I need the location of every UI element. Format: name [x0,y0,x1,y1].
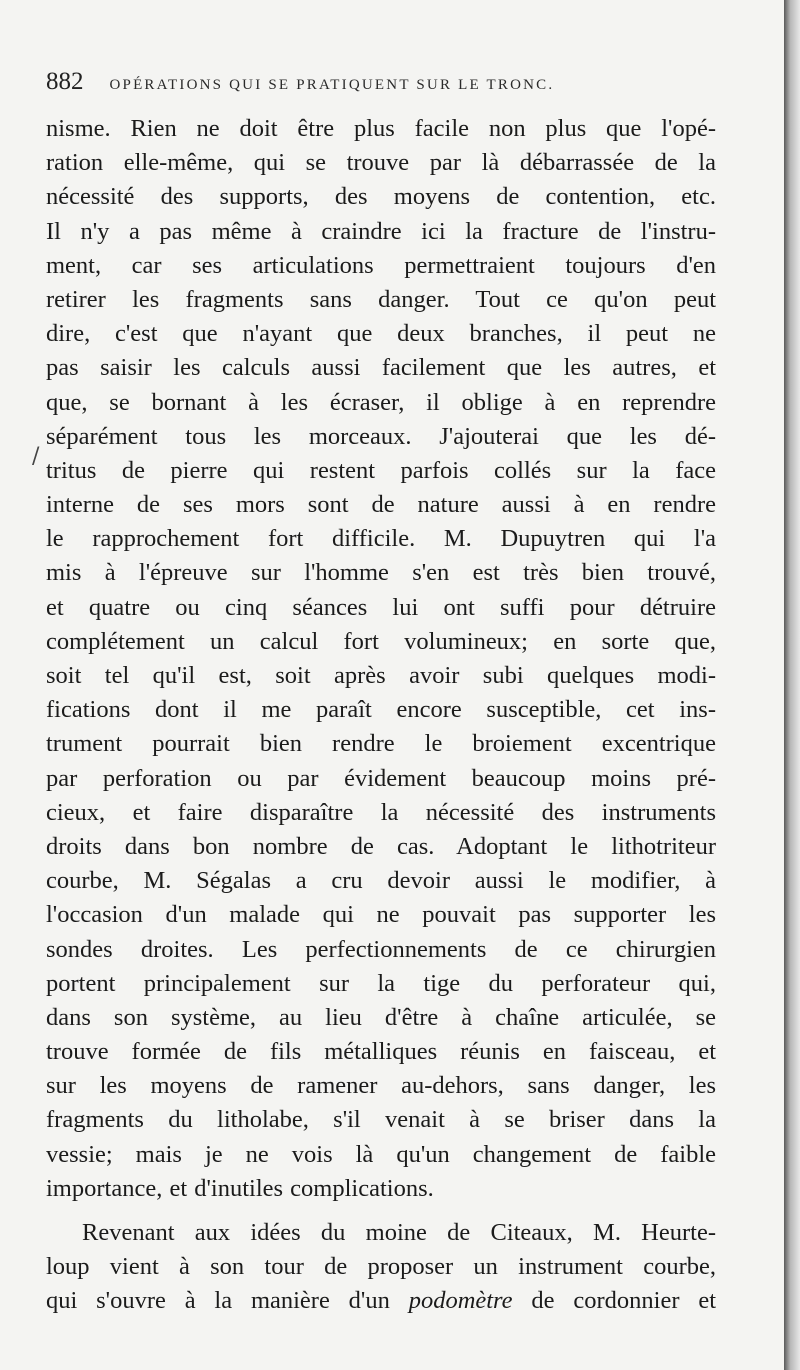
text-line: Il n'y a pas même à craindre ici la fracture de l'instru- [46,217,716,245]
text-line: complétement un calcul fort volumineux; en sorte que, [46,627,716,655]
page-edge-shadow [784,0,800,1370]
text-line: vessie; mais je ne vois là qu'un changement de faible [46,1140,716,1168]
text-line: sur les moyens de ramener au-dehors, sans danger, les [46,1072,716,1100]
text-line: par perforation ou par évidement beaucoup moins pré- [46,764,716,792]
text-run: de cordonnier et [512,1287,717,1315]
text-line: Revenant aux idées du moine de Citeaux, M. Heurte- [82,1219,716,1246]
text-line: pas saisir les calculs aussi facilement que les autres, et [46,354,716,382]
text-line: cieux, et faire disparaître la nécessité des instruments [46,798,716,826]
text-line: portent principalement sur la tige du perforateur qui, [46,969,716,997]
paragraph-2 [46,1216,716,1319]
paragraph-gap [46,1206,716,1216]
text-line: fragments du litholabe, s'il venait à se briser dans la [46,1106,716,1134]
text-line: que, se bornant à les écraser, il oblige à en reprendre [46,388,716,416]
text-line: séparément tous les morceaux. J'ajouterai que les dé- [46,422,716,450]
text-line: nécessité des supports, des moyens de contention, etc. [46,183,716,211]
text-line: soit tel qu'il est, soit après avoir subi quelques modi- [46,662,716,689]
text-line: fications dont il me paraît encore susceptible, cet ins- [46,696,716,724]
text-line: sondes droites. Les perfectionnements de ce chirurgien [46,935,716,963]
text-line: dans son système, au lieu d'être à chaîne articulée, se [46,1003,716,1031]
text-line: le rapprochement fort difficile. M. Dupuytren qui l'a [46,525,716,553]
paragraph-1 [46,112,716,1206]
text-line: trouve formée de fils métalliques réunis en faisceau, et [46,1038,716,1066]
italic-term: podomètre [408,1287,513,1315]
text-line: et quatre ou cinq séances lui ont suffi pour détruire [46,593,716,621]
text-line: ment, car ses articulations permettraient toujours d'en [46,251,716,279]
text-line: trument pourrait bien rendre le broiement excentrique [46,730,716,758]
text-line: importance, et d'inutiles complications. [46,1174,434,1202]
text-line-with-italic [46,1284,716,1318]
margin-mark: / [32,444,40,469]
text-line: retirer les fragments sans danger. Tout ce qu'on peut [46,285,716,313]
text-line: nisme. Rien ne doit être plus facile non plus que l'opé- [46,115,716,142]
text-run: qui s'ouvre à la manière d'un [46,1287,409,1315]
body-text [46,112,716,1319]
text-line: loup vient à son tour de proposer un instrument courbe, [46,1253,716,1281]
text-line: ration elle-même, qui se trouve par là débarrassée de la [46,149,716,177]
text-line: interne de ses mors sont de nature aussi à en rendre [46,491,716,519]
page-header [46,68,726,96]
text-line: mis à l'épreuve sur l'homme s'en est très bien trouvé, [46,559,716,587]
text-line: droits dans bon nombre de cas. Adoptant le lithotriteur [46,832,716,860]
text-line: tritus de pierre qui restent parfois collés sur la face [46,456,716,484]
running-title: OPÉRATIONS QUI SE PRATIQUENT SUR LE TRONC. [109,77,555,93]
text-line: courbe, M. Ségalas a cru devoir aussi le modifier, à [46,867,716,895]
page-number: 882 [46,68,84,95]
text-line: l'occasion d'un malade qui ne pouvait pas supporter les [46,901,716,929]
text-line: dire, c'est que n'ayant que deux branches, il peut ne [46,320,716,348]
